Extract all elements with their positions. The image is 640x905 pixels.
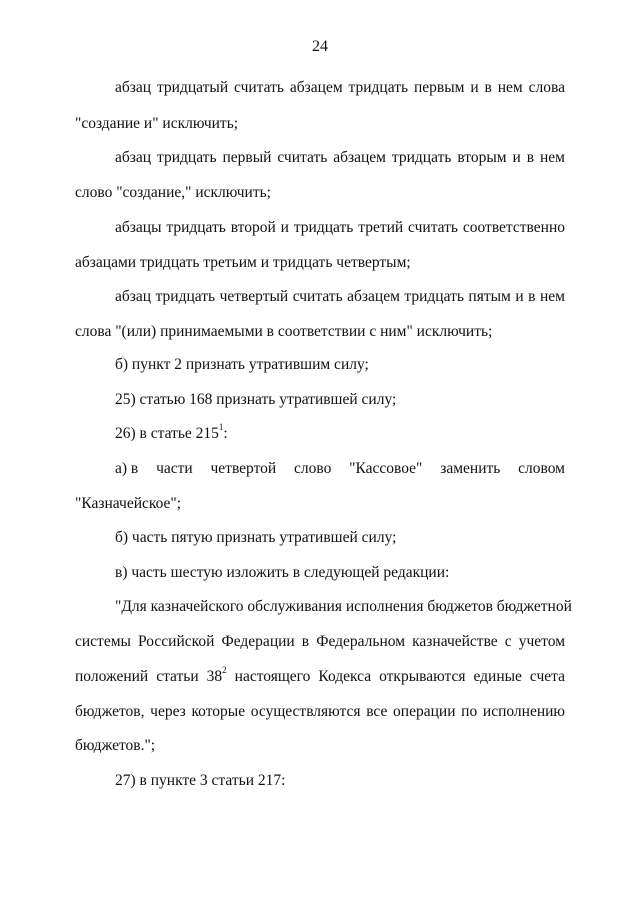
text-line: бюджетов."; xyxy=(75,737,156,754)
word: а) в xyxy=(115,460,139,477)
word: четвертой xyxy=(210,460,277,477)
word: части xyxy=(156,460,193,477)
text-line xyxy=(115,459,565,479)
text-line: 25) статью 168 признать утратившей силу; xyxy=(115,391,397,408)
text-fragment: настоящего Кодекса открываются единые счета xyxy=(226,668,565,685)
text-line: бюджетов, через которые осуществляются все операции по исполнению xyxy=(75,703,565,720)
text-fragment: : xyxy=(223,425,228,442)
text-line: б) пункт 2 признать утратившим силу; xyxy=(115,356,369,373)
text-line: "Казначейское"; xyxy=(75,495,182,512)
text-line xyxy=(115,421,565,444)
text-line: абзацами тридцать третьим и тридцать четвертым; xyxy=(75,254,411,271)
superscript: 1 xyxy=(218,421,224,432)
text-line: абзац тридцатый считать абзацем тридцать первым и в нем слова xyxy=(115,79,565,96)
text-line: слова "(или) принимаемыми в соответствии с ним" исключить; xyxy=(75,323,493,340)
word: слово xyxy=(294,460,332,477)
text-line: "создание и" исключить; xyxy=(75,115,239,132)
word: словом xyxy=(518,460,565,477)
text-fragment: 26) в статье 215 xyxy=(115,425,219,442)
word: "Кассовое" xyxy=(349,460,423,477)
page-number: 24 xyxy=(312,38,328,55)
text-line: б) часть пятую признать утратившей силу; xyxy=(115,529,397,546)
text-line: системы Российской Федерации в Федеральном казначействе с учетом xyxy=(75,633,565,650)
text-line xyxy=(75,664,565,687)
text-line: "Для казначейского обслуживания исполнения бюджетов бюджетной xyxy=(115,598,572,615)
text-line: слово "создание," исключить; xyxy=(75,184,271,201)
text-line: абзац тридцать четвертый считать абзацем тридцать пятым и в нем xyxy=(115,288,565,305)
text-line: абзацы тридцать второй и тридцать третий считать соответственно xyxy=(115,219,565,236)
superscript: 2 xyxy=(222,664,227,675)
text-fragment: положений статьи 38 xyxy=(75,668,223,685)
text-line: в) часть шестую изложить в следующей редакции: xyxy=(115,564,450,581)
word: заменить xyxy=(440,460,501,477)
text-line: 27) в пункте 3 статьи 217: xyxy=(115,772,286,789)
text-line: абзац тридцать первый считать абзацем тридцать вторым и в нем xyxy=(115,149,565,166)
